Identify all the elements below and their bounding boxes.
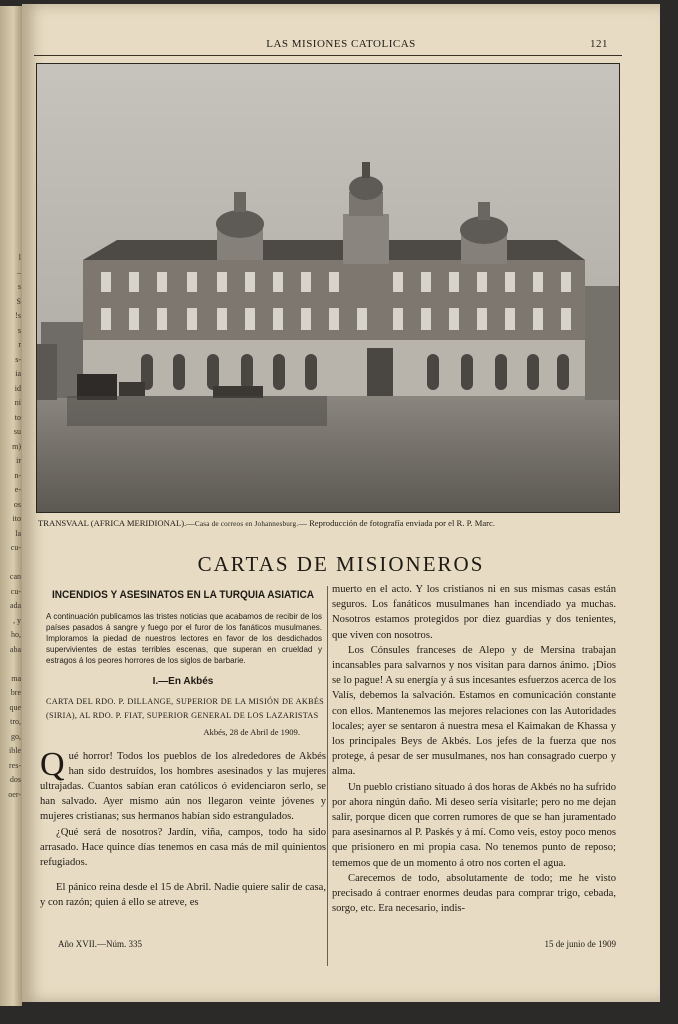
paragraph: El pánico reina desde el 15 de Abril. Nadie quiere salir de casa, y con razón; quien á ello se atreve, es xyxy=(40,882,326,909)
caption-region: TRANSVAAL (AFRICA MERIDIONAL).— xyxy=(38,518,195,528)
subsection-title: I.—En Akbés xyxy=(152,676,214,688)
building-photograph xyxy=(36,63,620,513)
section-heading: CARTAS DE MISIONEROS xyxy=(197,552,485,576)
facing-page-fragment: can xyxy=(9,572,21,581)
facing-page-fragment xyxy=(1,657,21,672)
page-number: 121 xyxy=(590,38,608,50)
facing-page-fragment: ada xyxy=(9,601,21,610)
letter-heading: CARTA DEL RDO. P. DILLANGE, SUPERIOR DE LA MISIÓN DE AKBÉS (SIRIA), AL RDO. P. FIAT, SUPERIOR GENERAL DE LOS LAZARISTAS xyxy=(46,697,324,721)
paragraph: muerto en el acto. Y los cristianos ni en sus mismas casas están seguros. Los fanáticos musulmanes han incendiado ya muchas. Nosotros estamos protegidos por diez guardias y dos tenientes, que viven con nosotros. xyxy=(332,584,616,641)
caption-credit: — Reproducción de fotografía enviada por el R. P. Marc. xyxy=(298,518,495,528)
facing-page-fragment: ma xyxy=(11,673,21,683)
running-header xyxy=(22,38,660,52)
facing-page-fragment: bre xyxy=(10,688,21,697)
article-title: INCENDIOS Y ASESINATOS EN LA TURQUIA ASIATICA xyxy=(51,589,315,601)
facing-page-fragment: s- xyxy=(15,354,21,364)
right-column xyxy=(332,582,616,916)
facing-page-fragment: su xyxy=(13,427,21,436)
facing-page-fragment: n- xyxy=(14,470,21,480)
post-office-illustration xyxy=(37,64,619,512)
facing-page-fragment xyxy=(1,556,21,571)
facing-page-fragment: aba xyxy=(9,644,21,654)
facing-page-edge xyxy=(0,6,22,1006)
header-rule xyxy=(34,55,622,56)
facing-page-fragment: r xyxy=(18,340,21,349)
facing-page-fragment: l xyxy=(18,253,21,262)
facing-page-fragment: go, xyxy=(11,731,21,741)
drop-cap: Q xyxy=(40,745,65,783)
journal-page xyxy=(22,4,660,1002)
facing-page-fragment: ni xyxy=(14,398,21,407)
facing-page-fragment: ito xyxy=(12,514,21,523)
facing-page-fragment: la xyxy=(15,528,21,538)
facing-page-fragment: s xyxy=(17,282,21,291)
facing-page-fragment: m) xyxy=(12,441,21,451)
letter-dateline: Akbés, 28 de Abril de 1909. xyxy=(203,727,300,738)
facing-page-fragment: to xyxy=(14,412,21,422)
journal-title: LAS MISIONES CATOLICAS xyxy=(266,38,416,50)
facing-page-fragment: – xyxy=(17,267,21,277)
paragraph: Carecemos de todo, absolutamente de todo; me he visto precisado á contraer enormes deudas para comprar trigo, cebada, sorgo, etc. Era necesario, indis- xyxy=(332,872,616,915)
facing-page-text xyxy=(1,251,21,802)
facing-page-fragment: id xyxy=(14,383,21,393)
paragraph: ¿Qué será de nosotros? Jardín, viña, campos, todo ha sido arrasado. Hace quince días tenemos en casa más de mil quinientos refugiados. xyxy=(40,826,326,869)
facing-page-fragment: oer- xyxy=(8,789,21,799)
facing-page-fragment: ia xyxy=(15,369,21,378)
paragraph: Los Cónsules franceses de Alepo y de Mersina trabajan incansables para salvarnos y nos visitan para darnos ánimo. ¡Dios se lo pague! A su energía y á sus incesantes esfuerzos acerca de los Valís, debemos la salvación. Estamos en comunicación constante con ellos. Mantenemos las mejores relaciones con las Autoridades locales; ayer se sentaron á nuestra mesa el Kaimakan de Khassa y los principales Beys de Akbés. Los jefes de la fuerza que nos protege, á pesar de ser musulmanes, nos han consagrado cuerpo y alma. xyxy=(332,644,616,778)
facing-page-fragment: que xyxy=(9,702,21,712)
facing-page-fragment: ho, xyxy=(11,630,21,639)
facing-page-fragment: ir xyxy=(16,456,21,465)
facing-page-fragment: e- xyxy=(14,485,21,494)
facing-page-fragment: ible xyxy=(9,746,21,755)
facing-page-fragment: s xyxy=(17,325,21,335)
article-intro: A continuación publicamos las tristes noticias que acabamos de recibir de los países pasados á sangre y fuego por el furor de los fanáticos musulmanes. Imploramos la piedad de nuestros lectores en favor de los desdichados supervivientes de estas terribles escenas, que superan en crueldad y estragos á los peores horrores de los siglos de barbarie. xyxy=(46,612,322,666)
facing-page-fragment: os xyxy=(13,499,21,509)
facing-page-fragment: dos xyxy=(9,775,21,784)
left-column xyxy=(40,582,326,911)
paragraph: Qué horror! Todos los pueblos de los alrededores de Akbés han sido destruídos, los hombres asesinados y las mujeres ultrajadas. Cuantos sabían eran católicos ó evidenciaron serlo, se han salvado. Ayer mismo aún nos llegaron veinte jóvenes y mujeres cristianas; sus hermanos habían sido estrangulados. xyxy=(40,745,326,823)
facing-page-fragment: cu- xyxy=(10,586,21,596)
photo-caption xyxy=(38,518,628,528)
issue-number: Año XVII.—Núm. 335 xyxy=(58,939,142,949)
facing-page-fragment: !s xyxy=(15,311,21,320)
facing-page-fragment: cu- xyxy=(10,543,21,552)
caption-subject: Casa de correos en Johannesburg. xyxy=(194,520,299,528)
facing-page-fragment: res- xyxy=(9,760,21,770)
paragraph: Un pueblo cristiano situado á dos horas de Akbés no ha sufrido por ahora ningún daño. Mi deseo sería visitarle; pero no me dejan salir, porque dicen que corren rumores de que se han juramentado para asesinarnos al P. Paskés y á mí. Como veis, estoy poco menos que prisionero en mi propia casa. No tenemos punto de reposo; tememos que de un momento á otro nos corten el agua. xyxy=(332,781,616,869)
facing-page-fragment: S xyxy=(16,296,21,306)
facing-page-fragment: , y xyxy=(13,615,21,625)
facing-page-fragment: tro, xyxy=(10,717,21,726)
column-divider xyxy=(327,586,328,966)
issue-date: 15 de junio de 1909 xyxy=(544,939,616,949)
